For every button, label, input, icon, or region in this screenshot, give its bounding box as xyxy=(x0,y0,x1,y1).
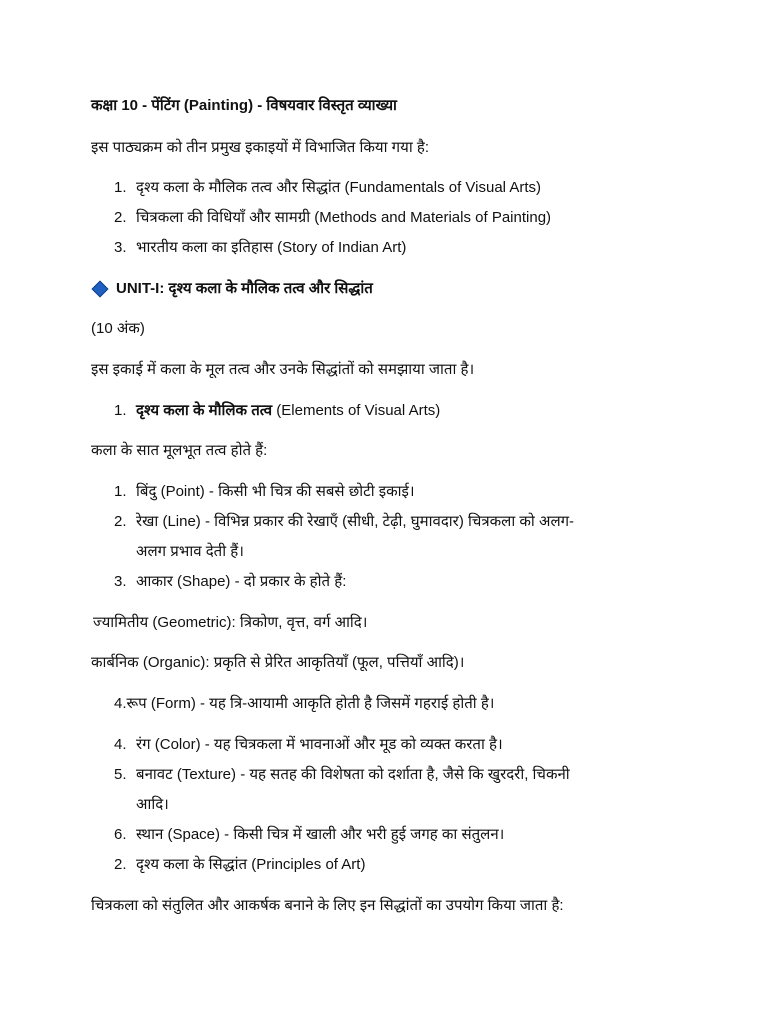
list-item xyxy=(114,208,551,228)
marks-label: (10 अंक) xyxy=(91,320,145,337)
list-item-text: चित्रकला की विधियाँ और सामग्री (Methods and Materials of Painting) xyxy=(136,209,552,226)
intro-paragraph: इस पाठ्यक्रम को तीन प्रमुख इकाइयों में विभाजित किया गया है: xyxy=(91,139,430,156)
list-item xyxy=(114,825,504,845)
list-item xyxy=(114,855,365,875)
list-item xyxy=(114,572,346,592)
list-number: 2. xyxy=(114,209,127,226)
organic-shapes: कार्बनिक (Organic): प्रकृति से प्रेरित आकृतियाँ (फूल, पत्तियाँ आदि)। xyxy=(91,654,465,671)
geometric-shapes: ज्यामितीय (Geometric): त्रिकोण, वृत्त, वर्ग आदि। xyxy=(93,614,368,631)
section-heading-bold: दृश्य कला के मौलिक तत्व xyxy=(136,402,273,419)
elements-intro: कला के सात मूलभूत तत्व होते हैं: xyxy=(91,442,268,459)
list-number: 2. xyxy=(114,856,127,873)
list-item-text: बिंदु (Point) - किसी भी चित्र की सबसे छोटी इकाई। xyxy=(136,483,415,500)
principles-intro: चित्रकला को संतुलित और आकर्षक बनाने के लिए इन सिद्धांतों का उपयोग किया जाता है: xyxy=(91,897,564,914)
list-item-continuation: आदि। xyxy=(136,796,169,813)
list-item-continuation: अलग प्रभाव देती हैं। xyxy=(136,543,244,560)
list-item xyxy=(114,178,541,198)
unit-intro: इस इकाई में कला के मूल तत्व और उनके सिद्धांतों को समझाया जाता है। xyxy=(91,361,475,378)
list-item xyxy=(114,765,570,785)
list-item xyxy=(114,482,415,502)
list-item-text: आकार (Shape) - दो प्रकार के होते हैं: xyxy=(136,573,347,590)
list-number: 1. xyxy=(114,483,127,500)
list-number: 4. xyxy=(114,736,127,753)
list-item-text: भारतीय कला का इतिहास (Story of Indian Art) xyxy=(136,239,407,256)
list-number: 2. xyxy=(114,513,127,530)
list-item-text: बनावट (Texture) - यह सतह की विशेषता को दर्शाता है, जैसे कि खुरदरी, चिकनी xyxy=(136,766,570,783)
list-number: 3. xyxy=(114,239,127,256)
list-item-text: रेखा (Line) - विभिन्न प्रकार की रेखाएँ (सीधी, टेढ़ी, घुमावदार) चित्रकला को अलग- xyxy=(136,513,575,530)
list-item-text: दृश्य कला के सिद्धांत (Principles of Art) xyxy=(136,856,366,873)
list-item-text: रंग (Color) - यह चित्रकला में भावनाओं और मूड को व्यक्त करता है। xyxy=(136,736,503,753)
list-number: 5. xyxy=(114,766,127,783)
list-number: 3. xyxy=(114,573,127,590)
list-number: 1. xyxy=(114,402,127,419)
list-item xyxy=(114,238,406,258)
page-title: कक्षा 10 - पेंटिंग (Painting) - विषयवार विस्तृत व्याख्या xyxy=(91,97,397,114)
list-item xyxy=(114,512,574,532)
list-number: 1. xyxy=(114,179,127,196)
list-item-text: स्थान (Space) - किसी चित्र में खाली और भरी हुई जगह का संतुलन। xyxy=(136,826,505,843)
section-heading-rest: (Elements of Visual Arts) xyxy=(272,402,441,419)
list-item xyxy=(114,735,503,755)
list-item-text: दृश्य कला के मौलिक तत्व और सिद्धांत (Fundamentals of Visual Arts) xyxy=(136,179,542,196)
list-number: 6. xyxy=(114,826,127,843)
form-item: 4.रूप (Form) - यह त्रि-आयामी आकृति होती है जिसमें गहराई होती है। xyxy=(114,695,495,712)
section-heading xyxy=(114,401,440,421)
diamond-bullet-icon xyxy=(92,281,109,298)
unit-heading: UNIT-I: दृश्य कला के मौलिक तत्व और सिद्धांत xyxy=(116,280,373,297)
